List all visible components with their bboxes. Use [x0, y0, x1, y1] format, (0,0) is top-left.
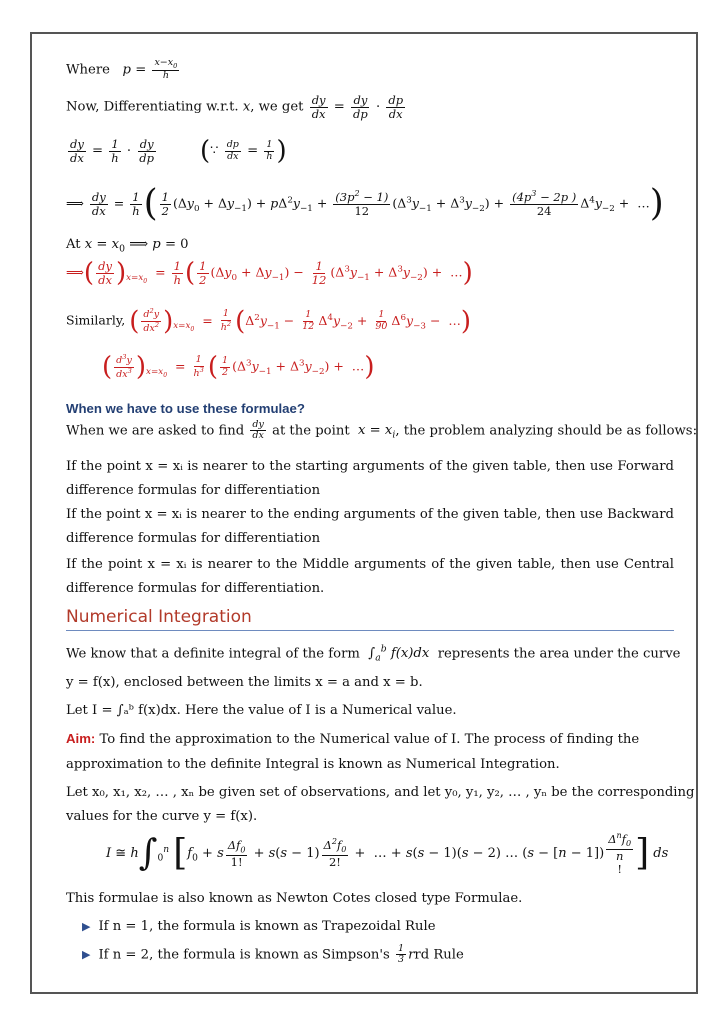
- asked-line: When we are asked to find $\frac{dy}{dx}$ at the point $x = x_i$, the problem analyzing should be as follows:: [66, 419, 698, 442]
- bullet-trapezoidal: ▶ If n = 1, the formula is known as Trapezoidal Rule: [82, 919, 436, 934]
- where-line: Where p = $\frac{x-x_0}{h}$: [66, 57, 178, 82]
- backward-rule-line2: difference formulas for differentiation: [66, 531, 321, 546]
- first-derivative-at-x0: ⟹( $\frac{dy}{dx}$ )$_{x=x_0}$ = $\frac{1}{h}$ ( $\frac{1}{2}$ $(\Delta y_0 + \Delta y_{-1})$ − $\frac{1}{12}$ $(\Delta^3y_{-1} + \Delta^3y_{-2})$ + …): [66, 258, 473, 289]
- central-rule-line1: If the point x = xᵢ is nearer to the Middle arguments of the given table, then use Central: [66, 557, 674, 572]
- question-heading: When we have to use these formulae?: [66, 401, 305, 416]
- bullet-arrow-icon: ▶: [82, 920, 91, 933]
- newton-cotes-formula: I ≅ $h\int_0^n$ [$f_0 + s$ $\frac{\Delta f_0}{1!}$ + s(s − 1) $\frac{\Delta^2f_0}{2!}$ + … + s(s − 1)(s − 2) … (s − [n − 1]) $\Delta^nf_0$ n ! ] ds: [106, 831, 669, 876]
- bullet-simpson: ▶ If n = 2, the formula is known as Simpson's $\frac{1}{3}$ rrd Rule: [82, 943, 464, 966]
- differentiating-line: Now, Differentiating w.r.t. x, we get $\frac{dy}{dx}$ = $\frac{dy}{dp}$ · $\frac{dp}{dx}$: [66, 93, 404, 121]
- at-x0-line: At $x = x_0$ ⟹ p = 0: [66, 237, 189, 255]
- aim-label: Aim:: [66, 731, 96, 746]
- second-derivative-at-x0: Similarly, ( $\frac{d^2y}{dx^2}$ )$_{x=x_0}$ = $\frac{1}{h^2}$ ($\Delta^2y_{-1}$ − $\frac{1}{12}$ $\Delta^4y_{-2}$ + $\frac{1}{90}$ $\Delta^6y_{-3}$ − …): [66, 306, 472, 337]
- observations-line1: Let x₀, x₁, x₂, … , xₙ be given set of observations, and let y₀, y₁, y₂, … , yₙ be the corresponding: [66, 785, 695, 800]
- aim-line2: approximation to the definite Integral is known as Numerical Integration.: [66, 757, 560, 772]
- curve-limits-line: y = f(x), enclosed between the limits x = a and x = b.: [66, 675, 423, 690]
- integral-definition-line: We know that a definite integral of the form $\int_a^b$ f(x)dx represents the area under the curve: [66, 644, 681, 665]
- chain-rule-line: $\frac{dy}{dx}$ = $\frac{1}{h}$ · $\frac{dy}{dp}$ (∵ $\frac{dp}{dx}$ = $\frac{1}{h}$ ): [70, 136, 287, 167]
- newton-cotes-line: This formulae is also known as Newton Cotes closed type Formulae.: [66, 891, 523, 906]
- section-title: Numerical Integration: [66, 607, 252, 627]
- central-rule-line2: difference formulas for differentiation.: [66, 581, 325, 596]
- bullet-arrow-icon: ▶: [82, 948, 91, 962]
- forward-derivative-formula: ⟹ $\frac{dy}{dx}$ = $\frac{1}{h}$ ( $\frac{1}{2}$ $(\Delta y_0 + \Delta y_{-1}) + p\Delta^2y_{-1}$ + $\frac{(3p^2 - 1)}{12}$ $(\Delta^3y_{-1} + \Delta^3y_{-2})$ + $\frac{(4p^3 - 2p )}{24}$ $\Delta^4y_{-2}$ + …): [66, 183, 664, 224]
- forward-rule-line1: If the point x = xᵢ is nearer to the starting arguments of the given table, then use Forward: [66, 459, 674, 474]
- observations-line2: values for the curve y = f(x).: [66, 809, 258, 824]
- let-i-line: Let I = ∫ₐᵇ f(x)dx. Here the value of I is a Numerical value.: [66, 703, 457, 718]
- forward-rule-line2: difference formulas for differentiation: [66, 483, 321, 498]
- third-derivative-at-x0: ( $\frac{d^3y}{dx^3}$ )$_{x=x_0}$ = $\frac{1}{h^3}$ ( $\frac{1}{2}$ $(\Delta^3y_{-1} + \Delta^3y_{-2})$ + …): [102, 352, 375, 383]
- aim-line: Aim: To find the approximation to the Numerical value of I. The process of finding the: [66, 731, 640, 747]
- section-rule: [66, 630, 674, 631]
- backward-rule-line1: If the point x = xᵢ is nearer to the ending arguments of the given table, then use Backward: [66, 507, 674, 522]
